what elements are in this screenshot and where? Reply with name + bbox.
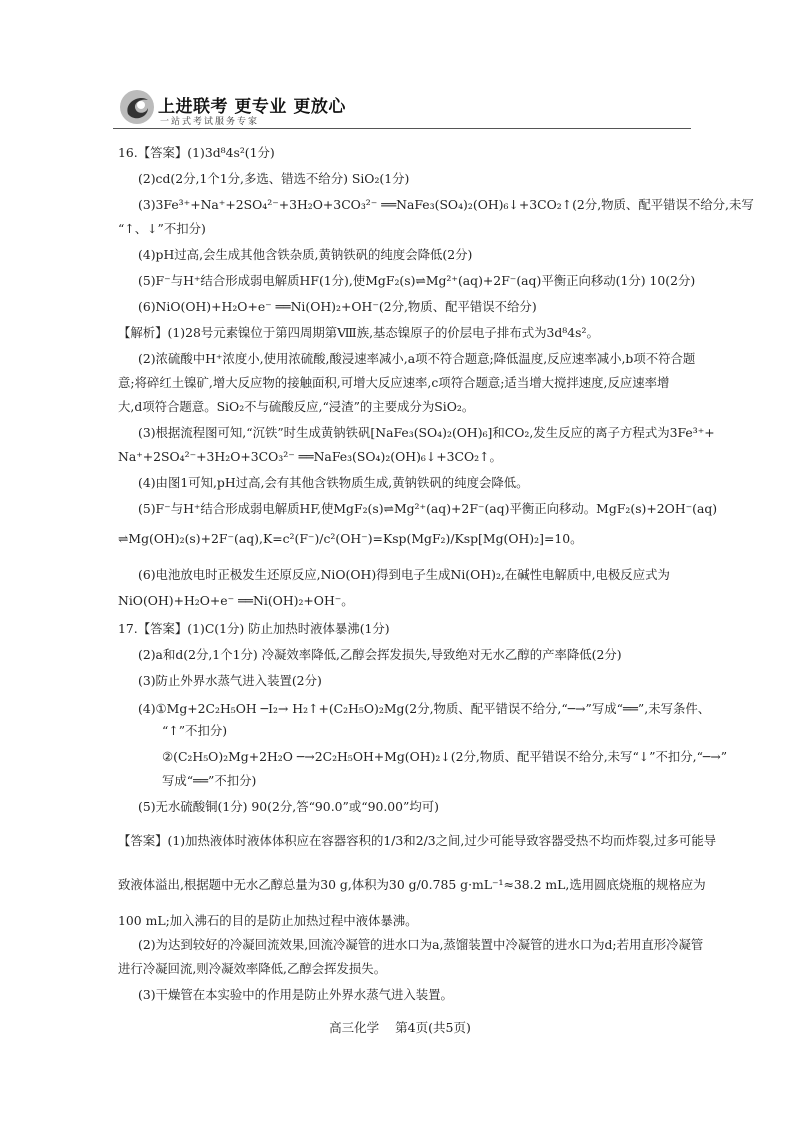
answer-16-line-2: (2)cd(2分,1个1分,多选、错选不给分) SiO₂(1分) xyxy=(138,171,410,186)
logo-swirl-icon xyxy=(118,88,156,126)
analysis-17-line-3: 100 mL;加入沸石的目的是防止加热过程中液体暴沸。 xyxy=(118,913,418,928)
answer-17-line-3: (3)防止外界水蒸气进入装置(2分) xyxy=(138,673,322,688)
analysis-16-line-7: (4)由图1可知,pH过高,会有其他含铁物质生成,黄钠铁矾的纯度会降低。 xyxy=(138,475,529,490)
page-footer xyxy=(0,1018,800,1036)
brand-logo xyxy=(118,88,418,128)
analysis-17-line-2: 致液体溢出,根据题中无水乙醇总量为30 g,体积为30 g/0.785 g·mL⁻¹≈38.2 mL,选用圆底烧瓶的规格应为 xyxy=(118,877,706,892)
brand-slogan: 上进联考 更专业 更放心 xyxy=(158,97,346,117)
answer-17-line-8: (5)无水硫酸铜(1分) 90(2分,答“90.0”或“90.00”均可) xyxy=(138,799,439,814)
analysis-16-line-2: (2)浓硫酸中H⁺浓度小,使用浓硫酸,酸浸速率减小,a项不符合题意;降低温度,反应速率减小,b项不符合题 xyxy=(138,351,696,366)
answer-16-line-1: 16.【答案】(1)3d⁸4s²(1分) xyxy=(118,145,275,160)
answer-17-line-2: (2)a和d(2分,1个1分) 冷凝效率降低,乙醇会挥发损失,导致绝对无水乙醇的产率降低(2分) xyxy=(138,647,622,662)
answer-16-line-3: (3)3Fe³⁺+Na⁺+2SO₄²⁻+3H₂O+3CO₃²⁻ ══NaFe₃(SO₄)₂(OH)₆↓+3CO₂↑(2分,物质、配平错误不给分,未写 xyxy=(138,197,754,212)
answer-16-line-7: (6)NiO(OH)+H₂O+e⁻ ══Ni(OH)₂+OH⁻(2分,物质、配平错误不给分) xyxy=(138,299,537,314)
answer-17-line-7: 写成“══”不扣分) xyxy=(162,773,257,788)
header-divider xyxy=(113,128,691,129)
footer-subject: 高三化学 xyxy=(329,1020,380,1035)
analysis-16-line-6: Na⁺+2SO₄²⁻+3H₂O+3CO₃²⁻ ══NaFe₃(SO₄)₂(OH)₆↓+3CO₂↑。 xyxy=(118,449,502,464)
analysis-16-line-4: 大,d项符合题意。SiO₂不与硫酸反应,“浸渣”的主要成分为SiO₂。 xyxy=(118,399,475,414)
analysis-16-line-8: (5)F⁻与H⁺结合形成弱电解质HF,使MgF₂(s)⇌Mg²⁺(aq)+2F⁻(aq)平衡正向移动。MgF₂(s)+2OH⁻(aq) xyxy=(138,501,718,516)
analysis-17-line-4: (2)为达到较好的冷凝回流效果,回流冷凝管的进水口为a,蒸馏装置中冷凝管的进水口为d;若用直形冷凝管 xyxy=(138,937,704,952)
answer-16-line-6: (5)F⁻与H⁺结合形成弱电解质HF(1分),使MgF₂(s)⇌Mg²⁺(aq)+2F⁻(aq)平衡正向移动(1分) 10(2分) xyxy=(138,273,696,288)
analysis-17-line-1: 【答案】(1)加热液体时液体体积应在容器容积的1/3和2/3之间,过少可能导致容器受热不均而炸裂,过多可能导 xyxy=(118,833,717,848)
brand-subtitle: 一站式考试服务专家 xyxy=(160,117,260,127)
answer-17-line-5: “↑”不扣分) xyxy=(162,723,228,738)
analysis-16-line-9: ⇌Mg(OH)₂(s)+2F⁻(aq),K=c²(F⁻)/c²(OH⁻)=Ksp(MgF₂)/Ksp[Mg(OH)₂]=10。 xyxy=(118,531,583,546)
answer-16-line-4: “↑、↓”不扣分) xyxy=(118,221,206,236)
analysis-16-line-3: 意;将碎红土镍矿,增大反应物的接触面积,可增大反应速率,c项符合题意;适当增大搅拌速度,反应速率增 xyxy=(118,375,670,390)
answer-17-line-4: (4)①Mg+2C₂H₅OH ─I₂→ H₂↑+(C₂H₅O)₂Mg(2分,物质、配平错误不给分,“─→”写成“══”,未写条件、 xyxy=(138,701,711,716)
answer-17-line-6: ②(C₂H₅O)₂Mg+2H₂O ─→2C₂H₅OH+Mg(OH)₂↓(2分,物质、配平错误不给分,未写“↓”不扣分,“─→” xyxy=(162,749,728,764)
answer-17-line-1: 17.【答案】(1)C(1分) 防止加热时液体暴沸(1分) xyxy=(118,621,390,636)
footer-page-number: 第4页(共5页) xyxy=(395,1020,471,1035)
analysis-16-line-1: 【解析】(1)28号元素镍位于第四周期第Ⅷ族,基态镍原子的价层电子排布式为3d⁸4s²。 xyxy=(118,325,599,340)
analysis-16-line-11: NiO(OH)+H₂O+e⁻ ══Ni(OH)₂+OH⁻。 xyxy=(118,593,354,608)
analysis-17-line-6: (3)干燥管在本实验中的作用是防止外界水蒸气进入装置。 xyxy=(138,987,453,1002)
analysis-16-line-5: (3)根据流程图可知,“沉铁”时生成黄钠铁矾[NaFe₃(SO₄)₂(OH)₆]和CO₂,发生反应的离子方程式为3Fe³⁺+ xyxy=(138,425,715,440)
analysis-16-line-10: (6)电池放电时正极发生还原反应,NiO(OH)得到电子生成Ni(OH)₂,在碱性电解质中,电极反应式为 xyxy=(138,567,670,582)
analysis-17-line-5: 进行冷凝回流,则冷凝效率降低,乙醇会挥发损失。 xyxy=(118,961,387,976)
answer-16-line-5: (4)pH过高,会生成其他含铁杂质,黄钠铁矾的纯度会降低(2分) xyxy=(138,247,473,262)
